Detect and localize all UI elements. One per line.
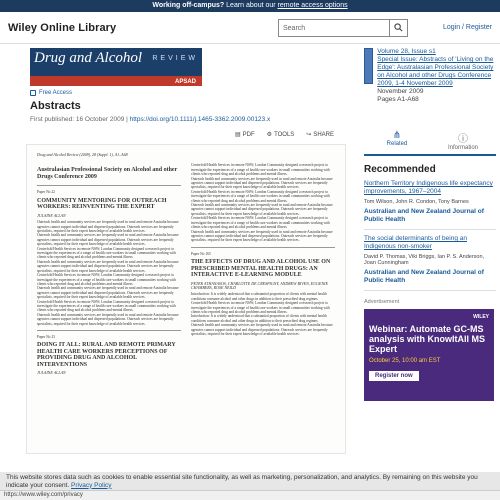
ad-date: October 25, 10:00 am EST <box>369 358 441 364</box>
off-campus-prefix: Working off-campus? <box>152 2 225 9</box>
info-icon: ⓘ <box>458 134 468 145</box>
paper-author: PETER ATHANASOS, CHARLOTTE DE CRESPIGNY, ANDREW BIVEN, EUGENIE CHAMBERS, ROSE NEILD <box>191 280 328 291</box>
paper-heading: THE EFFECTS OF DRUG AND ALCOHOL USE ON PRESCRIBED MENTAL HEALTH DRUGS: AN INTERACTIVE E-LEARNING MODULE <box>191 259 331 279</box>
article-title: Abstracts <box>30 100 81 112</box>
tab-information[interactable] <box>430 130 496 154</box>
paper-body: Introduction: It is widely understood that a substantial proportion of clients with mental health conditions consume alcohol and other drugs in addition to their prescribed drug regimes. <box>191 292 327 301</box>
paper-body: Introduction: It is widely understood that a substantial proportion of clients with mental health conditions consume alcohol and other drugs in addition to their prescribed drug regimes. <box>191 314 327 323</box>
tab-related[interactable] <box>364 130 430 154</box>
paper-body: Outreach health and community services are frequently used in rural and remote Australia because agencies cannot support individual and dispersed populations. Outreach services are frequently specialists, required for their expert knowledge of available health services. <box>191 229 333 243</box>
issue-volume-link[interactable]: Volume 28, Issue s1 <box>377 48 436 55</box>
off-campus-text: Learn about our <box>224 2 278 9</box>
share-icon: ↪ <box>306 132 312 138</box>
issue-cover-image[interactable] <box>364 48 373 84</box>
recommended-journal-link[interactable]: Australian and New Zealand Journal of Public Health <box>364 269 484 284</box>
unlock-icon <box>30 90 36 96</box>
paper-body: Centrefold Health Services in remote NSW; London Community designed a research project to investigate the experiences of a range of health care workers in small communities working with clients who reported drug and alcohol problems and mental illness. <box>37 273 176 286</box>
paper-author: JULAINE ALLAN <box>37 370 66 376</box>
tab-information-label: Information <box>447 145 478 151</box>
paper-label: Paper No 22 <box>37 190 55 195</box>
journal-banner-title: Drug and Alcohol <box>34 50 143 66</box>
search-box[interactable] <box>278 19 408 37</box>
paper-heading: DOING IT ALL: RURAL AND REMOTE PRIMARY HEALTH CARE WORKERS PERCEPTIONS OF PROVIDING DRUG AND ALCOHOL INTERVENTIONS <box>37 342 176 368</box>
article-tools <box>6 131 354 138</box>
ad-brand: WILEY <box>473 314 489 320</box>
sidebar <box>360 44 500 454</box>
paper-body: Centrefold Health Services in remote NSW; London Community designed a research project to investigate the experiences of a range of health care workers in small communities working with clients who reported drug and alcohol problems and mental illness. <box>191 189 330 203</box>
doi-link[interactable]: https://doi.org/10.1111/j.1465-3362.2009.00123.x <box>129 116 271 123</box>
first-published-date: 16 October 2009 <box>75 116 125 123</box>
paper-body: Outreach health and community services are frequently used in rural and remote Australia because agencies cannot support individual and dispersed populations. Outreach services are frequently specialists, required for their expert knowledge of available health services. <box>191 323 333 337</box>
paper-body: Outreach health and community services are frequently used in rural and remote Australia because agencies cannot support individual and dispersed populations. Outreach services are frequently specialists, required for their expert knowledge of available health services. <box>37 312 179 326</box>
tools-button[interactable] <box>267 131 295 138</box>
paper-heading: COMMUNITY MENTORING FOR OUTREACH WORKERS: REINVENTING THE EXPERT <box>37 197 167 211</box>
ad-headline: Webinar: Automate GC-MS analysis with KnowItAll MS Expert <box>369 324 486 354</box>
issue-info <box>364 48 496 104</box>
pdf-icon: ▤ <box>235 132 241 138</box>
article-column <box>0 44 360 454</box>
webinar-ad[interactable] <box>364 309 494 401</box>
recommended-authors: David P. Thomas, Viki Briggs, Ian P. S. Anderson, Joan Cunningham <box>364 254 485 266</box>
off-campus-banner <box>0 0 500 12</box>
paper-body: Centrefold Health Services in remote NSW; London Community designed a research project to investigate the experiences of a range of health care workers in small communities working with clients who reported drug and alcohol problems and mental illness. <box>37 246 176 260</box>
login-register-link[interactable]: Login / Register <box>442 24 492 31</box>
paper-body: Outreach health and community services are frequently used in rural and remote Australia because agencies cannot support individual and dispersed populations. Outreach services are frequently specialists, required for their expert knowledge of available health services. <box>37 220 179 234</box>
paper-conference-title: Australasian Professional Society on Alcohol and other Drugs Conference 2009 <box>37 167 178 181</box>
free-access-badge <box>30 90 354 96</box>
sidebar-tabs <box>364 130 496 156</box>
share-button[interactable] <box>306 131 334 138</box>
issue-pages: Pages A1-A68 <box>377 96 419 103</box>
paper-body: Outreach health and community services are frequently used in rural and remote Australia because agencies cannot support individual and dispersed populations. Outreach services are frequently specialists, required for their expert knowledge of available health services. <box>37 286 179 300</box>
special-issue-link[interactable]: Special Issue: Abstracts of 'Living on the Edge': Australasian Professional Society on Alcohol and other Drugs Conference 2009, 1-4 November 2009 <box>377 56 494 87</box>
search-button[interactable] <box>389 20 407 36</box>
paper-rule <box>37 185 181 186</box>
list-item <box>364 175 496 230</box>
remote-access-link[interactable]: remote access options <box>277 2 348 9</box>
first-published-label: First published: <box>30 116 76 123</box>
recommended-heading: Recommended <box>364 164 436 175</box>
paper-body: Centrefold Health Services in remote NSW; London Community designed a research project to investigate the experiences of a range of health care workers in small communities working with clients who reported drug and alcohol problems and mental illness. <box>191 216 330 230</box>
search-icon <box>394 23 403 32</box>
recommended-authors: Tom Wilson, John R. Condon, Tony Barnes <box>364 199 469 205</box>
gear-icon: ⚙ <box>266 132 273 138</box>
paper-body: Outreach health and community services are frequently used in rural and remote Australia because agencies cannot support individual and dispersed populations. Outreach services are frequently specialists, required for their expert knowledge of available health services. <box>191 203 333 216</box>
paper-rule <box>37 330 181 331</box>
publication-line <box>30 116 354 123</box>
site-logo[interactable]: Wiley Online Library <box>8 21 117 34</box>
recommended-journal-link[interactable]: Australian and New Zealand Journal of Public Health <box>364 208 484 223</box>
share-label: SHARE <box>313 131 334 138</box>
list-item <box>364 230 496 291</box>
paper-journal-line: Drug and Alcohol Review (2009), 28 (Suppl. 1), A1–A68 <box>37 152 128 157</box>
paper-rule <box>191 247 335 248</box>
journal-banner[interactable] <box>30 48 202 86</box>
paper-body: Outreach health and community services are frequently used in rural and remote Australia because agencies cannot support individual and dispersed populations. Outreach services are frequently specialists, required for their expert knowledge of available health services. <box>37 259 179 273</box>
advertisement-label: Advertisement <box>364 299 400 305</box>
separator: | <box>124 116 130 123</box>
paper-body: Centrefold Health Services in remote NSW; London Community designed a research project to investigate the experiences of a range of health care workers in small communities working with clients who reported drug and alcohol problems and mental illness. <box>191 301 330 315</box>
paper-body: Outreach health and community services are frequently used in rural and remote Australia because agencies cannot support individual and dispersed populations. Outreach services are frequently specialists, required for their expert knowledge of available health services. <box>191 176 333 190</box>
pdf-label: PDF <box>242 131 255 138</box>
search-input[interactable]: Search <box>283 24 306 32</box>
cookie-banner <box>0 472 500 490</box>
paper-body: Outreach health and community services are frequently used in rural and remote Australia because agencies cannot support individual and dispersed populations. Outreach services are frequently specialists, required for their expert knowledge of available health services. <box>37 233 179 247</box>
status-bar-url: https://www.wiley.com/privacy <box>0 490 500 500</box>
register-button[interactable]: Register now <box>369 371 419 381</box>
journal-banner-subtitle: REVIEW <box>152 55 198 62</box>
related-icon: ⋔ <box>392 130 402 141</box>
free-access-label: Free Access <box>39 90 73 96</box>
recommended-article-link[interactable]: Northern Territory Indigenous life expectancy improvements, 1967–2004 <box>364 180 493 195</box>
pdf-button[interactable] <box>235 131 255 138</box>
paper-body: Centrefold Health Services in remote NSW; London Community designed a research project to investigate the experiences of a range of health care workers in small communities working with clients who reported drug and alcohol problems and mental illness. <box>191 163 330 177</box>
paper-author: JULAINE ALLAN <box>37 212 66 218</box>
tools-label: TOOLS <box>274 131 295 138</box>
paper-label: Paper No 23 <box>37 334 55 339</box>
recommended-article-link[interactable]: The social determinants of being an Indigenous non-smoker <box>364 235 467 250</box>
paper-body: Centrefold Health Services in remote NSW; London Community designed a research project to investigate the experiences of a range of health care workers in small communities working with clients who reported drug and alcohol problems and mental illness. <box>37 299 176 313</box>
cookie-text: This website stores data such as cookies to enable essential site functionality, as well as marketing, personalization, and analytics. By remaining on this website you indicate your consent. <box>6 474 478 489</box>
pdf-preview <box>26 144 346 454</box>
paper-label: Paper No 165 <box>191 251 211 256</box>
issue-date: November 2009 <box>377 88 424 95</box>
privacy-policy-link[interactable]: Privacy Policy <box>71 481 112 489</box>
society-logo: APSAD <box>174 79 196 85</box>
site-header <box>0 12 500 44</box>
tab-related-label: Related <box>386 141 408 147</box>
